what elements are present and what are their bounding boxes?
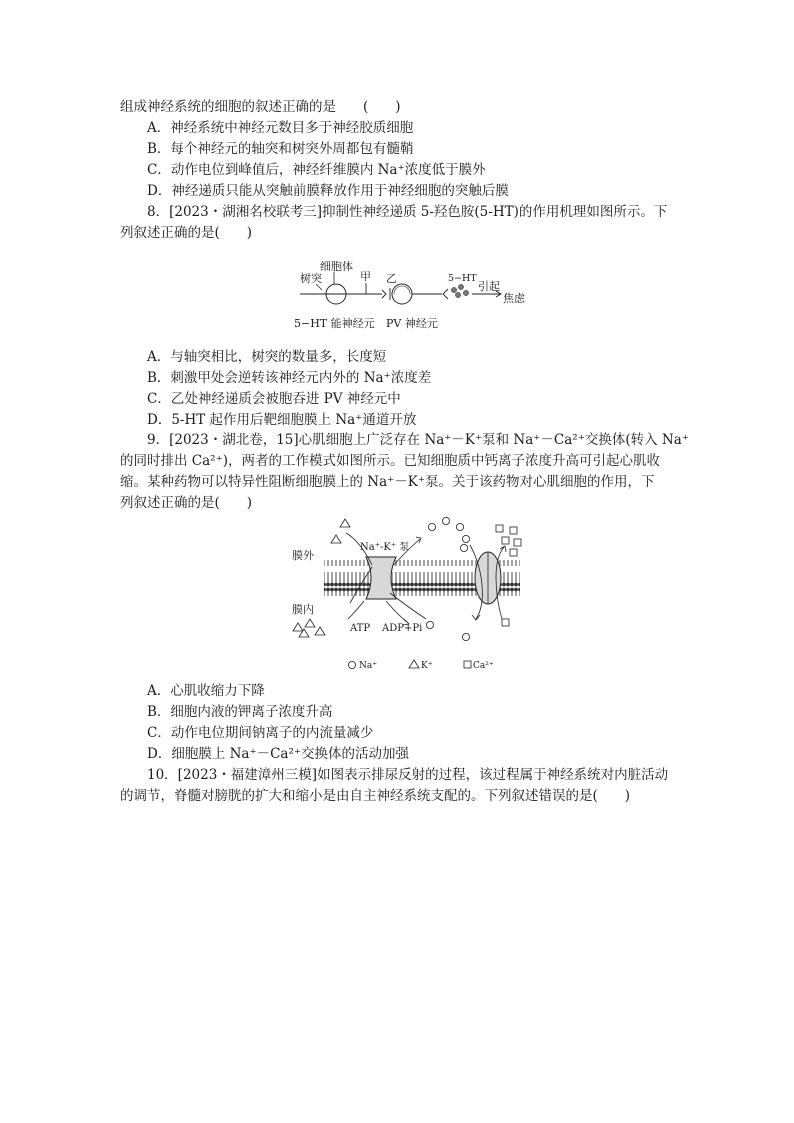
k-ion-triangle xyxy=(315,627,325,635)
q7-option-a: A．神经系统中神经元数目多于神经胶质细胞 xyxy=(147,120,414,136)
label-dendrite: 树突 xyxy=(300,272,322,285)
label-cell-body: 细胞体 xyxy=(320,260,353,273)
q9-stem-line3: 缩。某种药物可以特异性阻断细胞膜上的 Na⁺－K⁺泵。关于该药物对心肌细胞的作用，下 xyxy=(120,474,655,490)
na-ion-circle xyxy=(456,523,463,530)
q9-option-b: B．细胞内液的钾离子浓度升高 xyxy=(147,704,333,720)
na-ion-circle xyxy=(428,523,435,530)
na-ion-circle xyxy=(460,544,467,551)
5ht-vesicle xyxy=(458,284,463,289)
na-in-exchanger-arrowhead xyxy=(472,615,480,620)
na-exit-arrow xyxy=(390,593,426,619)
label-pump: Na⁺-K⁺ 泵 xyxy=(360,542,410,553)
ca-ion-square xyxy=(510,549,517,556)
ca-ion-square xyxy=(514,539,521,546)
ca-ion-square xyxy=(510,527,517,534)
q9-option-a: A．心肌收缩力下降 xyxy=(147,683,265,699)
q9-stem-line4: 列叙述正确的是( ) xyxy=(120,495,253,511)
na-k-pump xyxy=(366,557,396,599)
k-ion-triangle xyxy=(293,623,303,631)
atp-arrow xyxy=(348,601,364,619)
q9-option-d: D．细胞膜上 Na⁺－Ca²⁺交换体的活动加强 xyxy=(147,746,410,762)
q9-stem-line1: 9．[2023・湖北卷，15]心肌细胞上广泛存在 Na⁺－K⁺泵和 Na⁺－Ca²⁺交换体(转入 Na⁺ xyxy=(147,432,689,448)
na-ion-circle xyxy=(426,621,433,628)
q8-option-b: B．刺激甲处会逆转该神经元内外的 Na⁺浓度差 xyxy=(147,370,432,386)
label-neuron2: PV 神经元 xyxy=(386,317,438,330)
q8-stem-line2: 列叙述正确的是( ) xyxy=(120,225,253,241)
label-cause: 引起 xyxy=(478,280,500,293)
label-adp: ADP+Pi xyxy=(382,623,423,634)
label-outside: 膜外 xyxy=(292,549,314,562)
q7-stem: 组成神经系统的细胞的叙述正确的是 ( ) xyxy=(120,99,401,115)
k-ion-triangle xyxy=(305,619,315,627)
legend-na-label: Na⁺ xyxy=(359,661,377,671)
q9-option-c: C．动作电位期间钠离子的内流量减少 xyxy=(147,725,374,741)
na-ion-circle xyxy=(442,517,449,524)
label-inside: 膜内 xyxy=(292,603,314,616)
q10-stem-line2: 的调节，脊髓对膀胱的扩大和缩小是由自主神经系统支配的。下列叙述错误的是( ) xyxy=(120,788,631,804)
q9-membrane-figure xyxy=(290,515,530,675)
ca-ion-square xyxy=(502,537,509,544)
label-neuron1: 5−HT 能神经元 xyxy=(294,317,375,330)
5ht-vesicle xyxy=(455,292,460,297)
k-ion-triangle xyxy=(331,535,341,543)
q10-stem-line1: 10．[2023・福建漳州三模]如图表示排尿反射的过程，该过程属于神经系统对内脏活动 xyxy=(147,767,669,783)
label-yi: 乙 xyxy=(386,272,397,285)
legend-k-label: K⁺ xyxy=(421,661,433,671)
q8-option-d: D．5-HT 起作用后靶细胞膜上 Na⁺通道开放 xyxy=(147,412,417,428)
q9-stem-line2: 的同时排出 Ca²⁺)，两者的工作模式如图所示。已知细胞质中钙离子浓度升高可引起心肌收 xyxy=(120,453,660,469)
legend-ca-label: Ca²⁺ xyxy=(473,661,494,671)
q8-option-a: A．与轴突相比，树突的数量多，长度短 xyxy=(147,349,387,365)
ca-ion-square xyxy=(496,525,503,532)
na-ion-circle xyxy=(462,633,469,640)
legend-na-symbol xyxy=(348,661,355,668)
k-ion-triangle xyxy=(340,519,350,527)
label-5ht: 5−HT xyxy=(448,273,477,284)
q7-option-d: D．神经递质只能从突触前膜释放作用于神经细胞的突触后膜 xyxy=(147,183,509,199)
q7-option-c: C．动作电位到峰值后，神经纤维膜内 Na⁺浓度低于膜外 xyxy=(147,162,486,178)
5ht-vesicle xyxy=(451,287,456,292)
pv-terminal xyxy=(443,289,448,299)
q8-option-c: C．乙处神经递质会被胞吞进 PV 神经元中 xyxy=(147,391,401,407)
5ht-vesicle xyxy=(463,290,468,295)
label-jia: 甲 xyxy=(360,270,371,283)
label-atp: ATP xyxy=(350,623,371,634)
pv-neuron-cell-body xyxy=(392,284,412,304)
ca-ion-square xyxy=(502,619,509,626)
q8-neuron-figure xyxy=(290,250,540,334)
synapse-terminal xyxy=(382,290,386,298)
label-anxiety: 焦虑 xyxy=(503,292,525,305)
na-ion-circle xyxy=(462,535,469,542)
q8-stem-line1: 8．[2023・湖湘名校联考三]抑制性神经递质 5-羟色胺(5-HT)的作用机理如图所示。下 xyxy=(147,204,668,220)
legend-ca-symbol xyxy=(464,661,471,668)
q7-option-b: B．每个神经元的轴突和树突外周都包有髓鞘 xyxy=(147,141,414,157)
legend-k-symbol xyxy=(409,660,419,668)
